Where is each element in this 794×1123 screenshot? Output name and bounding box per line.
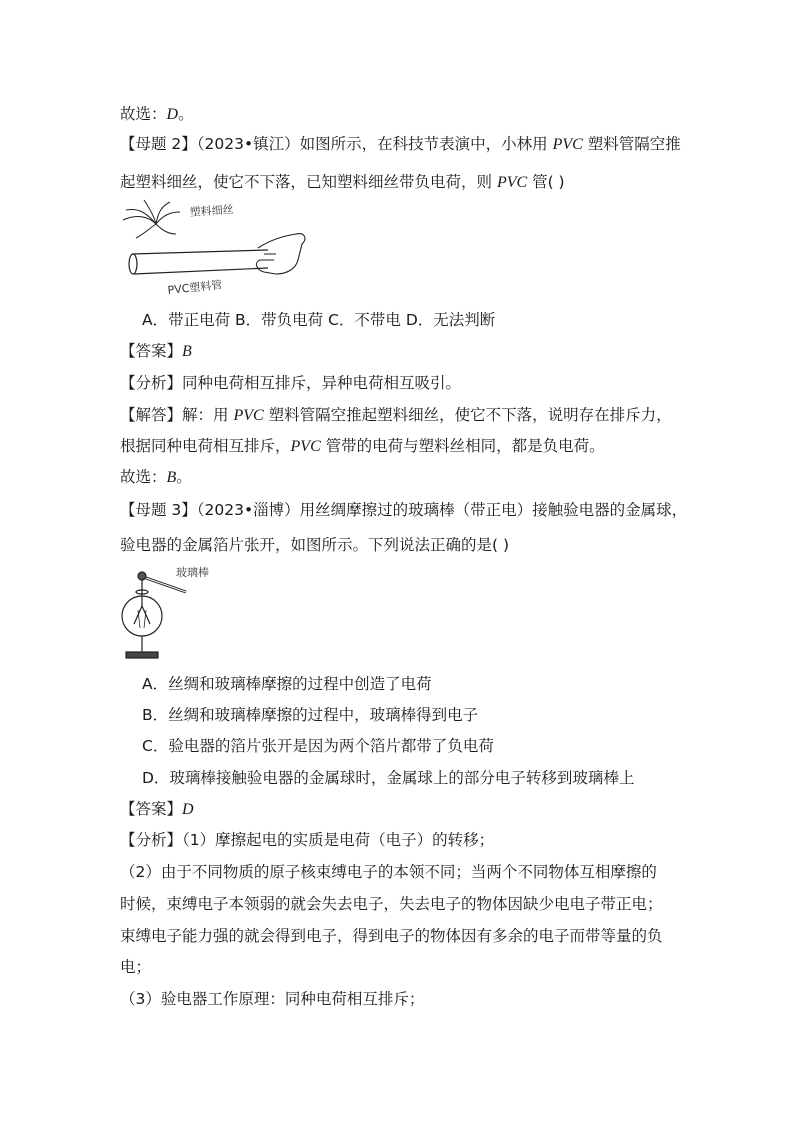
- text-line: 故选：D。: [120, 105, 194, 123]
- pvc-pipe-figure: [118, 198, 318, 298]
- analysis-line: 【分析】同种电荷相互排斥，异种电荷相互吸引。: [120, 374, 462, 392]
- solution-line: 【解答】解：用 PVC 塑料管隔空推起塑料细丝，使它不下落，说明存在排斥力，: [120, 406, 672, 424]
- option-c: C．验电器的箔片张开是因为两个箔片都带了负电荷: [142, 737, 494, 755]
- question-2-options: A．带正电荷 B．带负电荷 C．不带电 D．无法判断: [142, 311, 496, 329]
- option-a: A．丝绸和玻璃棒摩擦的过程中创造了电荷: [142, 675, 432, 693]
- question-2-stem: 【母题 2】（2023•镇江）如图所示，在科技节表演中，小林用 PVC 塑料管隔空推: [120, 135, 681, 153]
- analysis-line: 电；: [120, 958, 152, 976]
- answer-line: 【答案】B: [120, 342, 192, 360]
- electroscope-figure: [118, 562, 228, 666]
- option-d: D．玻璃棒接触验电器的金属球时，金属球上的部分电子转移到玻璃棒上: [142, 769, 635, 787]
- question-2-stem-cont: 起塑料细丝，使它不下落，已知塑料细丝带负电荷，则 PVC 管( ): [120, 173, 565, 191]
- pvc-pipe-label: PVC塑料管: [166, 278, 223, 297]
- solution-line: 根据同种电荷相互排斥，PVC 管带的电荷与塑料丝相同，都是负电荷。: [120, 437, 605, 455]
- analysis-line: （3）验电器工作原理：同种电荷相互排斥；: [120, 990, 425, 1008]
- question-3-stem: 【母题 3】（2023•淄博）用丝绸摩擦过的玻璃棒（带正电）接触验电器的金属球，: [120, 501, 688, 519]
- filament-label: 塑料细丝: [189, 202, 235, 219]
- option-b: B．丝绸和玻璃棒摩擦的过程中，玻璃棒得到电子: [142, 706, 479, 724]
- glass-rod-label: 玻璃棒: [176, 566, 209, 579]
- analysis-line: 时候，束缚电子本领弱的就会失去电子，失去电子的物体因缺少电电子带正电；: [120, 895, 663, 913]
- answer-line: 【答案】D: [120, 800, 194, 818]
- analysis-line: 束缚电子能力强的就会得到电子，得到电子的物体因有多余的电子而带等量的负: [120, 927, 663, 945]
- text-line: 故选：B。: [120, 468, 192, 486]
- analysis-line: 【分析】（1）摩擦起电的实质是电荷（电子）的转移；: [120, 831, 495, 849]
- analysis-line: （2）由于不同物质的原子核束缚电子的本领不同；当两个不同物体互相摩擦的: [120, 863, 657, 881]
- question-3-stem-cont: 验电器的金属箔片张开，如图所示。下列说法正确的是( ): [120, 536, 510, 554]
